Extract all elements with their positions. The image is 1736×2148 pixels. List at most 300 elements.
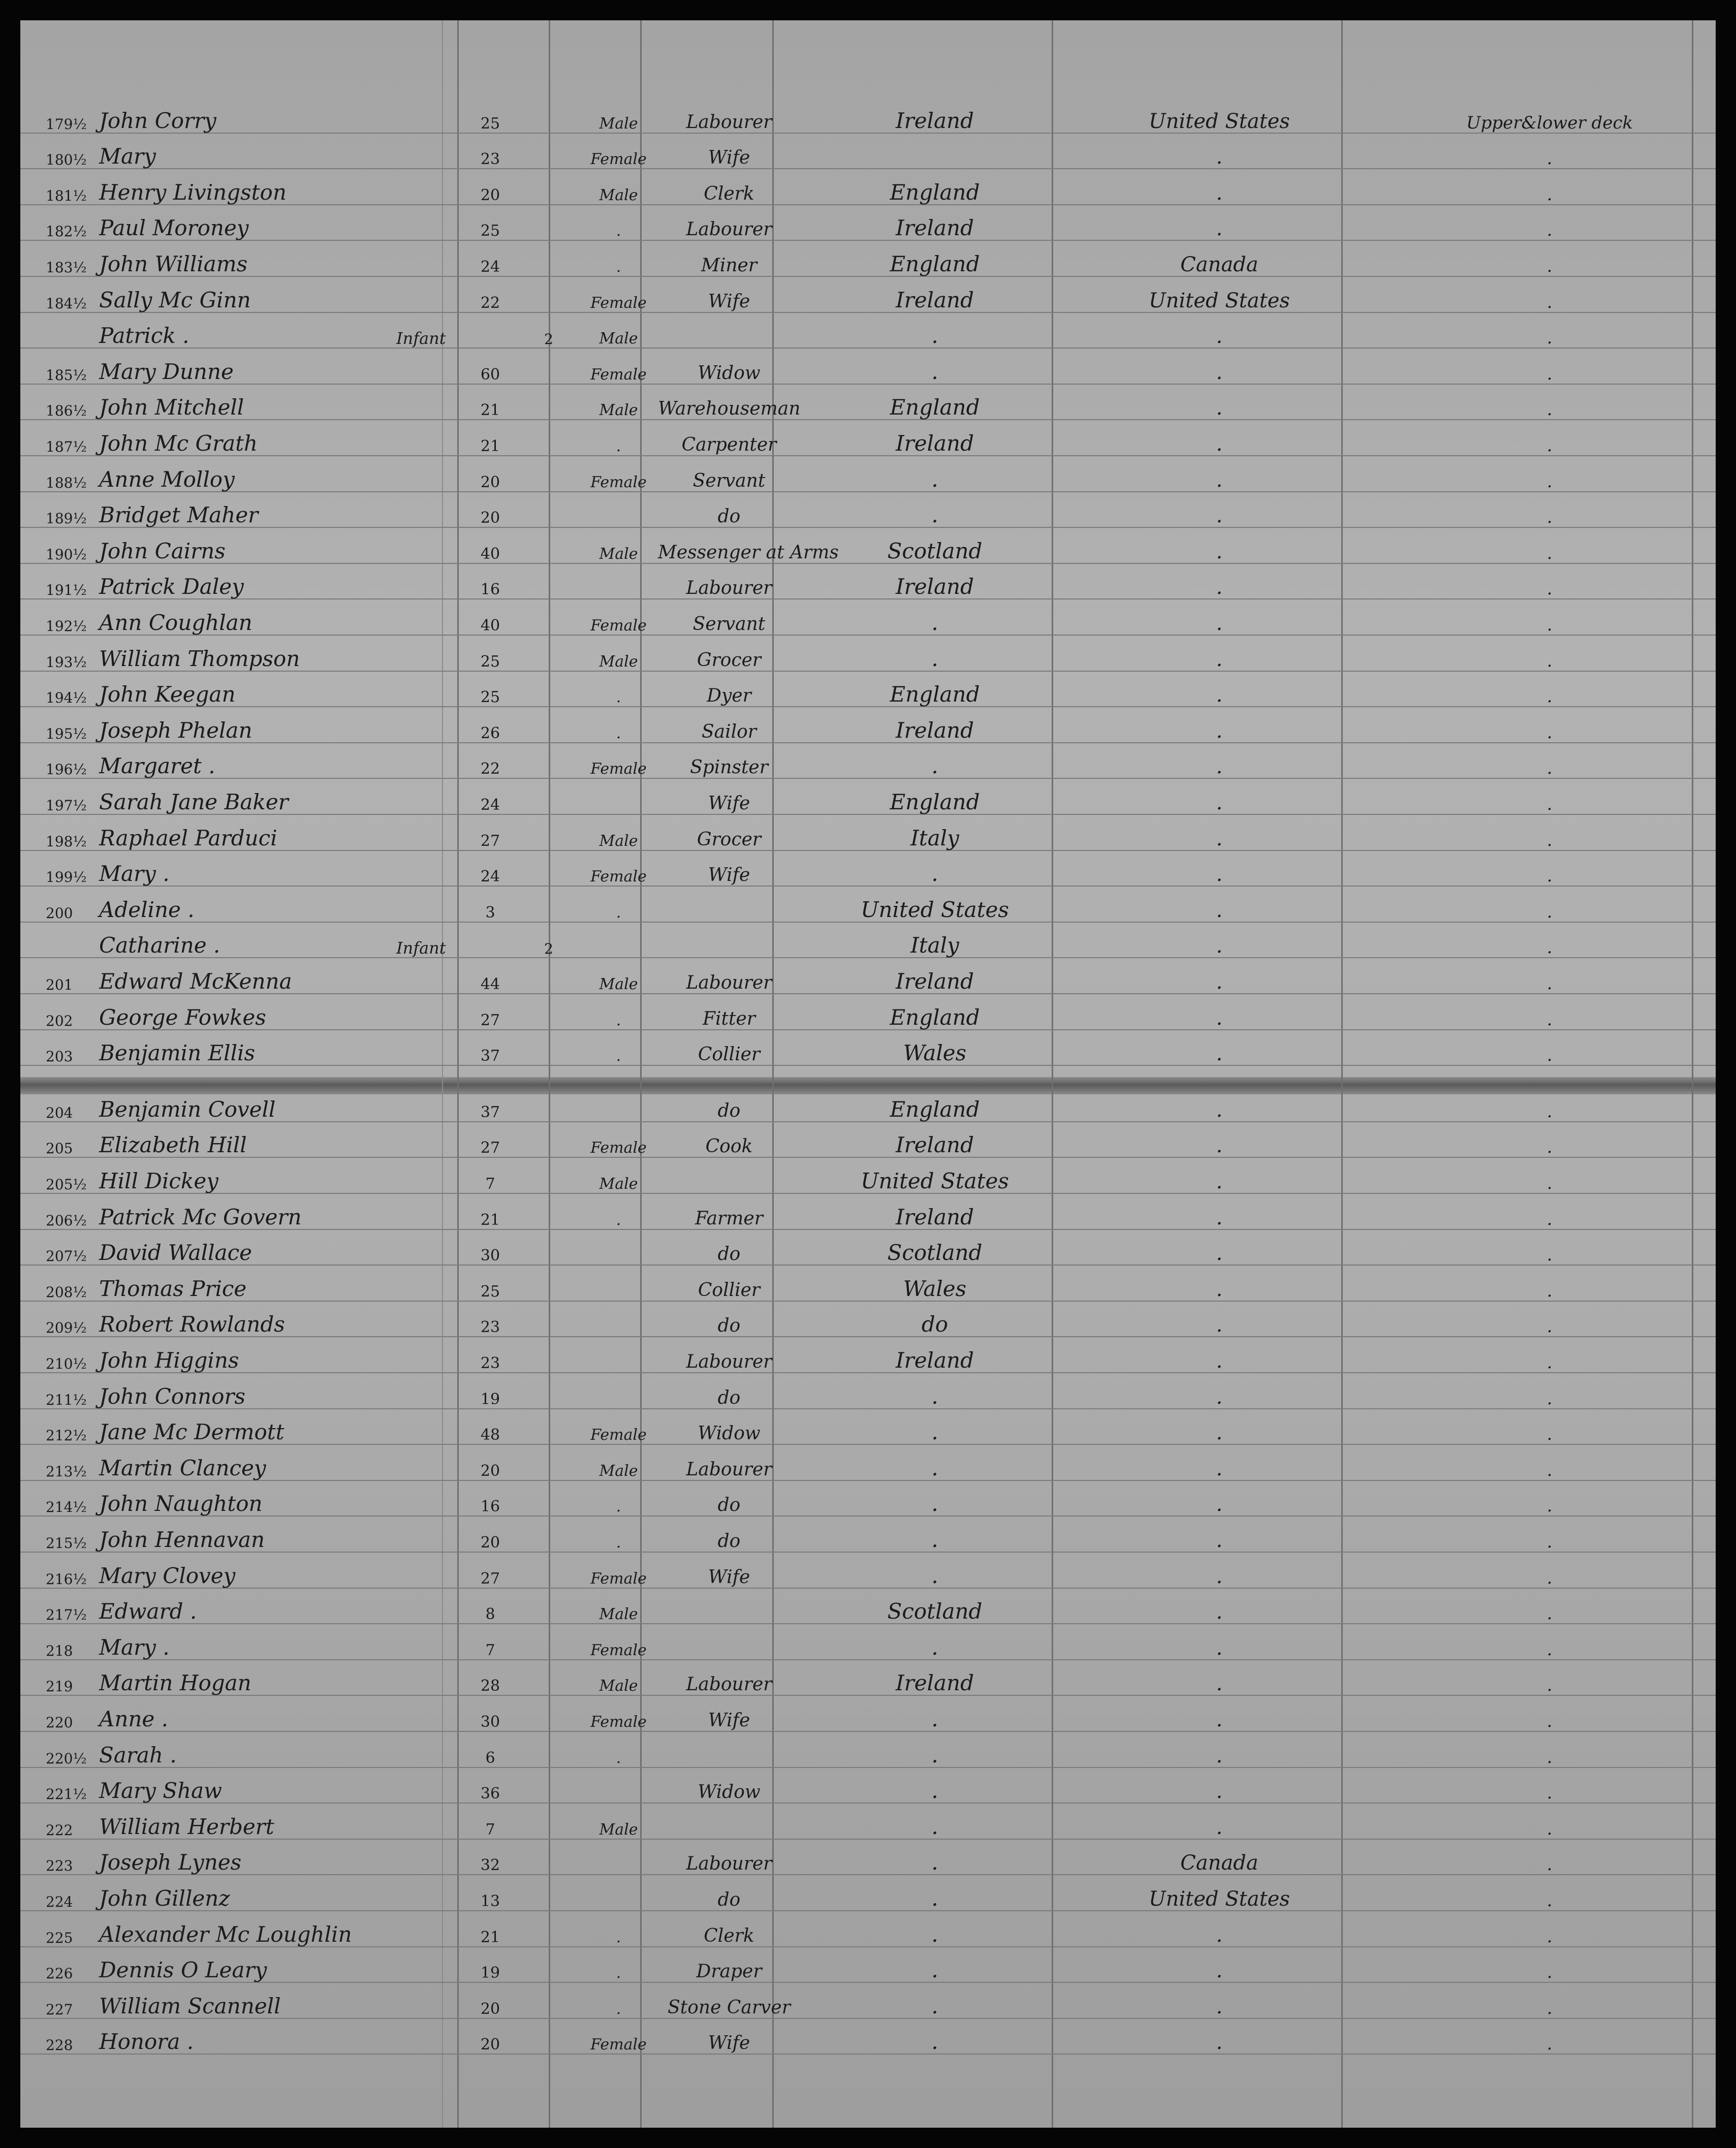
remarks: . [1546,1352,1553,1373]
age: 25 [480,222,500,240]
remarks: . [1546,399,1553,420]
entry-number: 218 [46,1642,73,1659]
nationality: . [931,1885,938,1911]
sex: Male [599,1820,638,1839]
occupation: Fitter [703,1008,755,1029]
age: 22 [480,294,500,312]
age: 20 [480,473,500,491]
sex: . [616,1011,621,1029]
occupation: do [717,506,741,527]
occupation: do [717,1315,741,1337]
entry-number: 193½ [46,653,87,671]
nationality: United States [861,1168,1009,1193]
passenger-name: Mary . [99,861,170,887]
age: 21 [480,401,500,420]
remarks: . [1546,1711,1553,1731]
age: 37 [480,1103,500,1121]
occupation: Messenger at Arms [658,542,839,563]
sex: Female [590,294,647,312]
table-row [20,384,1716,421]
nationality: . [931,1921,938,1947]
occupation: Miner [701,255,757,276]
passenger-name: Bridget Maher [99,502,259,528]
nationality: . [931,1957,938,1983]
table-row [20,1552,1716,1589]
entry-number: 220½ [46,1750,87,1767]
occupation: Labourer [686,578,772,599]
remarks: . [1546,686,1553,707]
remarks: . [1546,148,1553,169]
sex: Female [590,2036,647,2054]
remarks: . [1546,866,1553,887]
entry-number: 207½ [46,1248,87,1265]
table-row [20,957,1716,994]
entry-number: 186½ [46,402,87,420]
passenger-name: Mary Dunne [99,359,234,384]
entry-number: 210½ [46,1355,87,1372]
passenger-name: Jane Mc Dermott [99,1419,285,1445]
remarks: . [1546,435,1553,456]
age: 30 [480,1247,500,1265]
passenger-name: Mary . [99,1634,170,1660]
destination: . [1216,1564,1223,1588]
age: 24 [480,258,500,276]
table-row [20,276,1716,313]
age: 20 [480,1462,500,1480]
remarks: . [1546,1045,1553,1066]
table-row [20,1480,1716,1517]
entry-number: 221½ [46,1786,87,1803]
age: 30 [480,1713,500,1731]
nationality: . [931,1491,938,1517]
destination: . [1216,1242,1223,1266]
destination: . [1216,1421,1223,1445]
passenger-name: Sarah Jane Baker [99,789,289,814]
remarks: . [1546,1316,1553,1337]
destination: . [1216,719,1223,743]
table-row [20,814,1716,851]
table-row [20,455,1716,492]
age: 40 [480,545,500,563]
destination: . [1216,1349,1223,1373]
entry-number: 183½ [46,259,87,276]
destination: . [1216,145,1223,169]
occupation: Dyer [707,685,751,707]
age: 23 [480,150,500,169]
passenger-name: Robert Rowlands [99,1312,285,1337]
table-row [20,1731,1716,1768]
remarks: . [1546,1639,1553,1660]
passenger-name: Henry Livingston [99,179,287,205]
remarks: . [1546,973,1553,994]
entry-number: 200 [46,904,73,922]
nationality: . [931,1850,938,1875]
table-row [20,742,1716,779]
nationality: United States [861,897,1009,922]
manifest-sheet [20,20,1716,2128]
passenger-name: David Wallace [99,1240,252,1266]
occupation: Wife [708,2033,750,2054]
destination: . [1216,360,1223,384]
age: 27 [480,832,500,850]
sex: . [616,1749,621,1767]
age: 23 [480,1318,500,1337]
occupation: do [717,1495,741,1516]
nationality: Italy [910,825,959,850]
occupation: do [717,1387,741,1408]
age: 19 [480,1390,500,1408]
sex: . [616,222,621,240]
passenger-name: Catharine . [99,933,220,958]
table-row [20,348,1716,385]
passenger-name: Ann Coughlan [99,610,252,635]
occupation: Labourer [686,1459,772,1480]
table-row [20,133,1716,170]
sex: Female [590,1426,647,1444]
occupation: Wife [708,1566,750,1588]
destination: . [1216,1277,1223,1301]
destination: . [1216,1672,1223,1696]
destination: . [1216,1636,1223,1660]
remarks: . [1546,507,1553,528]
age: 20 [480,2000,500,2018]
remarks: . [1546,1388,1553,1409]
sex: . [616,437,621,455]
occupation: Servant [692,470,766,491]
age: 7 [485,1641,495,1659]
nationality: . [931,1778,938,1804]
remarks: . [1546,1137,1553,1158]
destination: . [1216,1708,1223,1731]
occupation: Labourer [686,1351,772,1372]
nationality: . [931,1814,938,1839]
remarks: . [1546,328,1553,349]
destination: . [1216,611,1223,635]
sex: . [616,724,621,742]
remarks: . [1546,256,1553,276]
remarks: . [1546,1890,1553,1911]
passenger-name: Margaret . [99,753,215,779]
remarks: . [1546,722,1553,743]
entry-number: 194½ [46,689,87,707]
destination: . [1216,755,1223,779]
table-row [20,312,1716,349]
table-row [20,671,1716,708]
nationality: Ireland [896,287,974,312]
age: 60 [480,365,500,384]
sex: . [616,258,621,276]
destination: . [1216,898,1223,922]
sex: Female [590,1641,647,1659]
occupation: Widow [698,362,761,384]
passenger-name: John Williams [99,251,248,276]
table-row [20,1803,1716,1840]
entry-number: 223 [46,1857,73,1875]
sex: Male [599,1677,638,1695]
passenger-name: John Cairns [99,538,226,563]
infant-mark: Infant [396,938,446,958]
occupation: Widow [698,1782,761,1803]
age: 27 [480,1139,500,1157]
sex: Male [599,1175,638,1193]
remarks: . [1546,579,1553,599]
nationality: Scotland [887,1599,983,1624]
infant-mark: Infant [396,329,446,349]
age: 25 [480,688,500,707]
entry-number: 224 [46,1893,73,1910]
table-row [20,993,1716,1030]
nationality: . [931,1455,938,1480]
age: 13 [480,1892,500,1910]
age: 8 [485,1605,495,1624]
passenger-name: Anne Molloy [99,466,235,492]
destination: . [1216,1206,1223,1229]
remarks: . [1546,1009,1553,1030]
entry-number: 185½ [46,366,87,384]
passenger-name: Raphael Parduci [99,825,277,850]
destination: United States [1149,289,1290,312]
age: 36 [480,1785,500,1803]
table-row [20,1336,1716,1373]
occupation: Warehouseman [658,398,801,420]
entry-number: 197½ [46,797,87,814]
occupation: Collier [698,1044,761,1065]
destination: . [1216,1600,1223,1624]
age: 27 [480,1569,500,1588]
remarks: . [1546,363,1553,384]
occupation: Labourer [686,219,772,240]
nationality: . [931,610,938,635]
table-row [20,1515,1716,1553]
nationality: . [931,861,938,887]
entry-number: 220 [46,1714,73,1731]
table-row [20,886,1716,923]
destination: . [1216,647,1223,671]
table-row [20,1910,1716,1947]
destination: . [1216,217,1223,241]
nationality: Ireland [896,574,974,599]
age: 26 [480,724,500,742]
sex: Male [599,186,638,204]
passenger-name: Benjamin Ellis [99,1040,256,1066]
occupation: Farmer [695,1208,763,1229]
nationality: . [931,1383,938,1409]
age: 32 [480,1856,500,1875]
entry-number: 225 [46,1929,73,1946]
remarks: . [1546,1926,1553,1947]
nationality: . [931,1634,938,1660]
passenger-name: Alexander Mc Loughlin [99,1921,352,1947]
occupation: Labourer [686,1853,772,1875]
entry-number: 206½ [46,1212,87,1229]
passenger-name: Martin Clancey [99,1455,266,1480]
nationality: England [890,179,980,205]
entry-number: 216½ [46,1570,87,1588]
remarks: . [1546,830,1553,850]
entry-number: 215½ [46,1534,87,1552]
age: 48 [480,1426,500,1444]
destination: . [1216,970,1223,994]
remarks: . [1546,1209,1553,1229]
destination: . [1216,468,1223,492]
table-row [20,706,1716,743]
entry-number: 217½ [46,1606,87,1624]
nationality: . [931,753,938,779]
table-row [20,1157,1716,1194]
age: 20 [480,186,500,204]
table-row [20,1372,1716,1409]
destination: . [1216,1098,1223,1122]
nationality: Ireland [896,108,974,133]
age: 16 [480,581,500,599]
destination: . [1216,1385,1223,1409]
nationality: . [931,1527,938,1552]
table-row [20,1839,1716,1876]
passenger-name: Hill Dickey [99,1168,218,1193]
nationality: . [931,2029,938,2055]
table-row [20,168,1716,205]
nationality: Wales [903,1276,967,1301]
passenger-name: Edward . [99,1599,197,1624]
entry-number: 199½ [46,869,87,886]
sex: . [616,2000,621,2018]
nationality: Scotland [887,538,983,563]
passenger-name: Elizabeth Hill [99,1132,247,1158]
nationality: . [931,359,938,384]
table-row [20,1946,1716,1983]
passenger-name: William Herbert [99,1814,274,1839]
entry-number: 198½ [46,833,87,850]
age: 7 [485,1175,495,1193]
entry-number: 205 [46,1140,73,1157]
nationality: Ireland [896,968,974,994]
table-row [20,1193,1716,1230]
entry-number: 187½ [46,438,87,455]
remarks: . [1546,471,1553,492]
nationality: Ireland [896,1670,974,1696]
entry-number: 226 [46,1965,73,1982]
age: 19 [480,1964,500,1982]
nationality: Ireland [896,430,974,456]
table-row [20,1623,1716,1660]
occupation: Wife [708,147,750,169]
nationality: . [931,1706,938,1731]
nationality: Ireland [896,1204,974,1229]
occupation: Wife [708,793,750,814]
sex: Male [599,401,638,420]
nationality: . [931,1563,938,1588]
age: 3 [485,903,495,922]
destination: . [1216,1744,1223,1767]
table-row [20,2018,1716,2055]
sex: Female [590,616,647,635]
destination: . [1216,1959,1223,1983]
occupation: Wife [708,291,750,312]
occupation: Cook [705,1136,753,1157]
age: 40 [480,616,500,635]
table-row [20,240,1716,277]
nationality: England [890,395,980,420]
entry-number: 203 [46,1048,73,1065]
occupation: Widow [698,1423,761,1444]
occupation: do [717,1530,741,1552]
passenger-name: Mary Shaw [99,1778,223,1804]
age: 28 [480,1677,500,1695]
age: 25 [480,1282,500,1301]
sex: Male [599,1462,638,1480]
nationality: Wales [903,1040,967,1066]
occupation: do [717,1244,741,1265]
sex: Female [590,868,647,886]
remarks: . [1546,1101,1553,1122]
occupation: Spinster [690,757,768,778]
table-row [20,1444,1716,1481]
remarks: . [1546,758,1553,779]
sex: . [616,1928,621,1946]
destination: . [1216,934,1223,958]
destination: . [1216,504,1223,528]
destination: . [1216,1528,1223,1552]
occupation: Wife [708,1710,750,1731]
sex: . [616,1047,621,1065]
nationality: England [890,789,980,814]
table-row [20,1029,1716,1066]
passenger-name: John Hennavan [99,1527,265,1552]
destination: . [1216,1042,1223,1066]
nationality: Scotland [887,1240,983,1266]
sex: Female [590,1139,647,1157]
sex: Female [590,760,647,778]
table-row [20,1229,1716,1266]
passenger-name: Joseph Phelan [99,717,252,743]
passenger-name: Benjamin Covell [99,1096,276,1122]
entry-number: 208½ [46,1283,87,1301]
nationality: Ireland [896,1347,974,1373]
nationality: England [890,682,980,707]
passenger-name: John Higgins [99,1347,239,1373]
destination: . [1216,181,1223,205]
sex: . [616,688,621,707]
entry-number: 184½ [46,295,87,312]
remarks: . [1546,1998,1553,2018]
sex: Female [590,365,647,384]
table-row [20,778,1716,815]
nationality: Ireland [896,1132,974,1158]
entry-number: 211½ [46,1391,87,1408]
remarks: . [1546,1531,1553,1552]
entry-number: 204 [46,1104,73,1121]
entry-number: 213½ [46,1463,87,1480]
table-row [20,1982,1716,2019]
destination: . [1216,791,1223,814]
remarks: . [1546,1460,1553,1480]
occupation: do [717,1100,741,1121]
age: 25 [480,652,500,671]
table-row [20,491,1716,528]
table-row [20,1301,1716,1338]
remarks: . [1546,1173,1553,1193]
destination: . [1216,1134,1223,1158]
passenger-name: Mary [99,144,156,169]
sex: . [616,1533,621,1552]
passenger-name: Patrick Daley [99,574,244,599]
remarks: . [1546,543,1553,563]
table-row [20,1265,1716,1302]
destination: . [1216,540,1223,563]
occupation: Collier [698,1279,761,1301]
age: 24 [480,796,500,814]
sex: Female [590,1713,647,1731]
